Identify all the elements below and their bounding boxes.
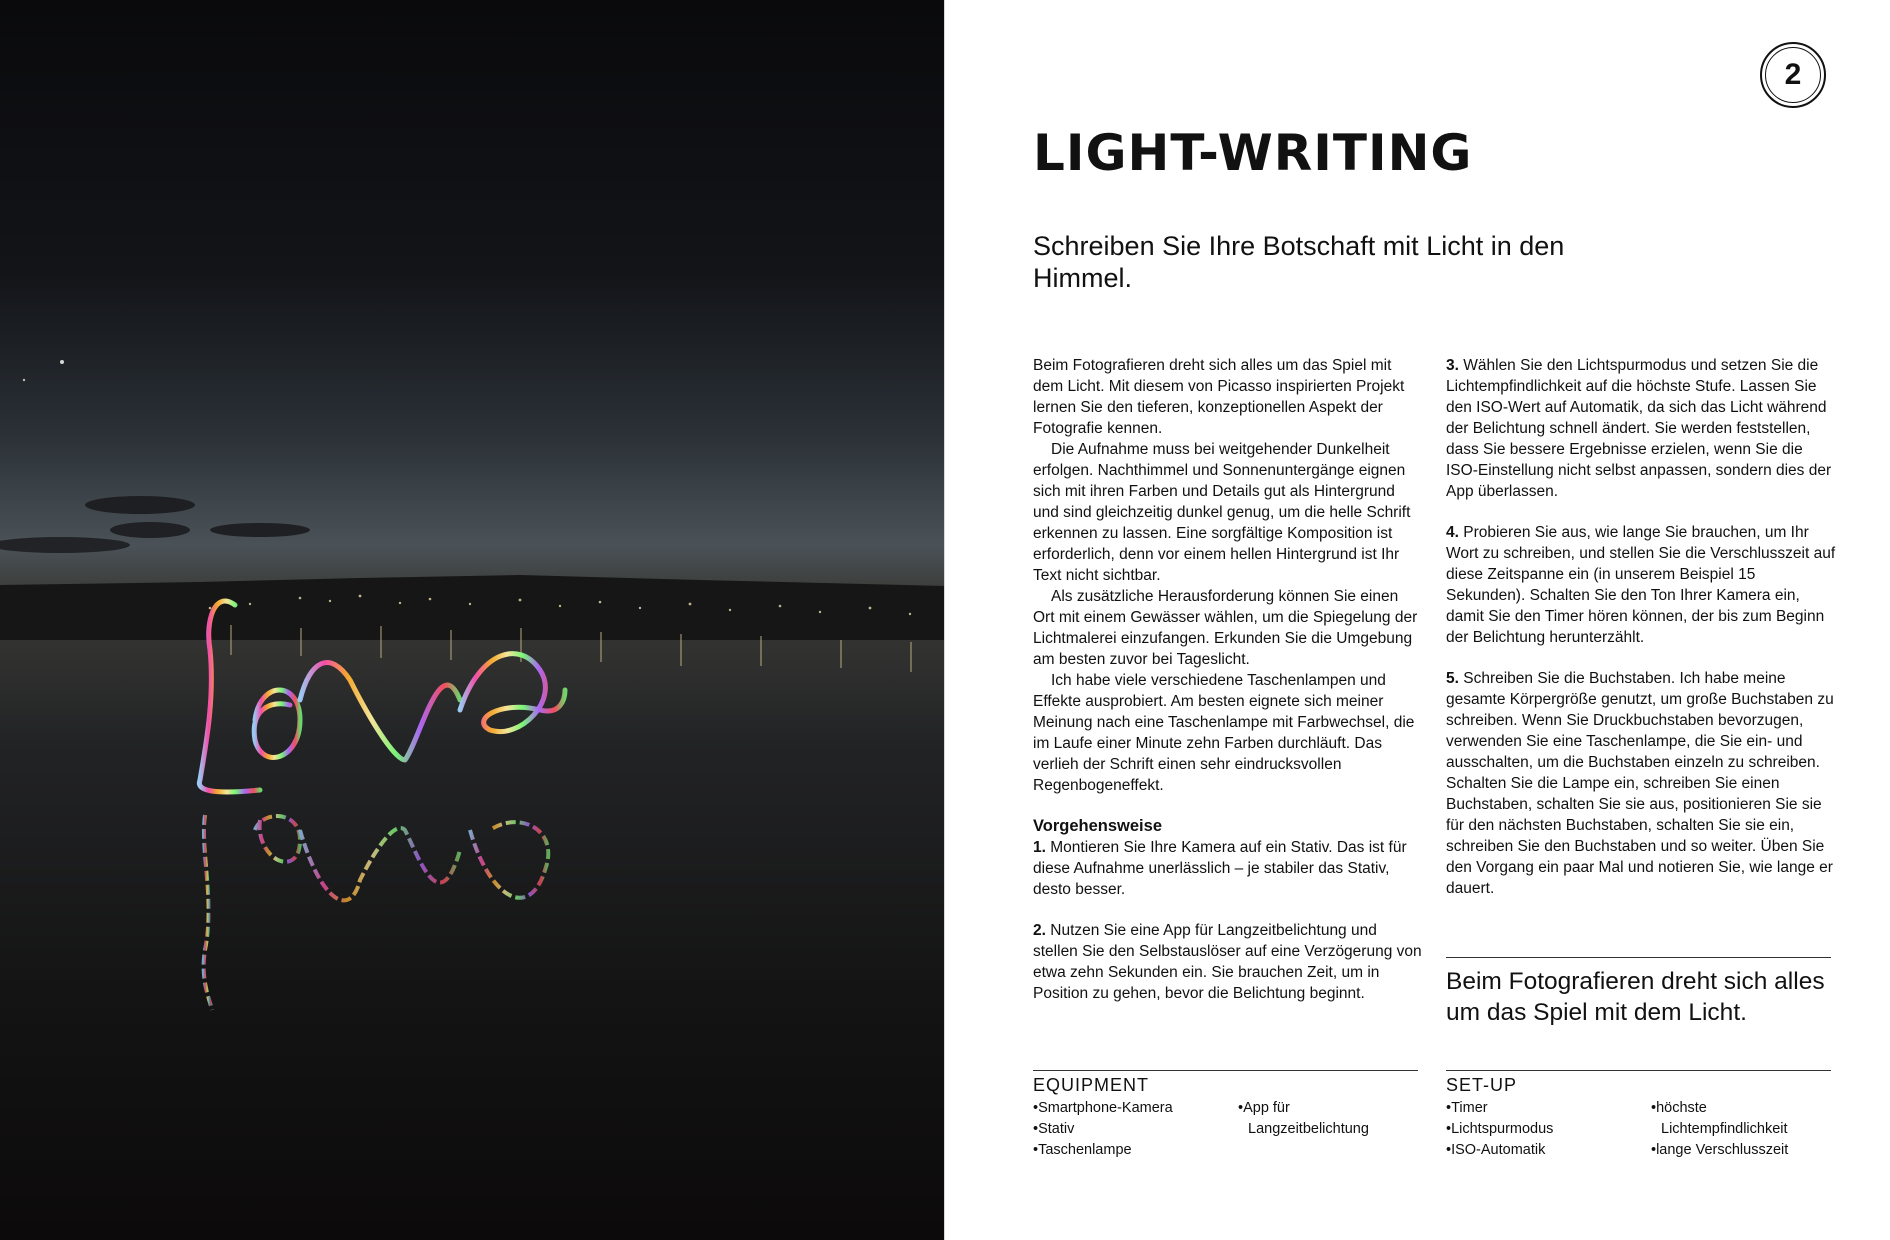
- list-item-text: App für: [1243, 1100, 1290, 1116]
- setup-list: [1446, 1098, 1651, 1161]
- list-item: • ISO-Automatik: [1446, 1140, 1651, 1161]
- paragraph: Ich habe viele verschiedene Taschenlampen und Effekte ausprobiert. Am besten eignete sich meiner Meinung nach eine Taschenlampe mit Farbwechsel, die im Laufe einer Minute zehn Farben durchläuft. Das verlieh der Schrift einen sehr eindrucksvollen Regenbogeneffekt.: [1033, 672, 1415, 794]
- step-number: 1.: [1033, 839, 1046, 856]
- step-text: Nutzen Sie eine App für Langzeitbelichtung und stellen Sie den Selbstauslöser auf eine Verzögerung von etwa zehn Sekunden ein. Sie brauchen Zeit, um in Position zu gehen, bevor die Belichtung beginnt.: [1033, 922, 1422, 1002]
- list-item: • Lichtspurmodus: [1446, 1119, 1651, 1140]
- setup-box: [1446, 1070, 1831, 1161]
- setup-heading: SET-UP: [1446, 1075, 1518, 1095]
- paragraph: Die Aufnahme muss bei weitgehender Dunkelheit erfolgen. Nachthimmel und Sonnenuntergänge eignen sich mit ihren Farben und Details gut als Hintergrund und sind gleichzeitig dunkel genug, um die helle Schrift erkennen zu lassen. Eine sorgfältige Komposition ist erforderlich, denn vor einem hellen Hintergrund ist Ihr Text nicht sichtbar.: [1033, 441, 1411, 584]
- page-title: LIGHT-WRITING: [1033, 124, 1473, 182]
- step-text: Schreiben Sie die Buchstaben. Ich habe meine gesamte Körpergröße genutzt, um große Buchstaben zu schreiben. Wenn Sie Druckbuchstaben bevorzugen, verwenden Sie eine Taschenlampe, die Sie ein- und ausschalten, um die Buchstaben einzeln zu schreiben. Schalten Sie die Lampe ein, schreiben Sie einen Buchstaben, schalten Sie sie aus, positionieren Sie sie für den nächsten Buchstaben, schalten Sie sie ein, schreiben Sie den Buchstaben und so weiter. Üben Sie den Vorgang ein paar Mal und notieren Sie, wie lange er dauert.: [1446, 670, 1834, 897]
- page-subtitle: Schreiben Sie Ihre Botschaft mit Licht in den Himmel.: [1033, 231, 1565, 293]
- section-heading: Vorgehensweise: [1033, 817, 1162, 835]
- step-1: [1033, 837, 1423, 900]
- setup-list: [1651, 1098, 1821, 1161]
- step-4: [1446, 522, 1836, 648]
- step-text: Probieren Sie aus, wie lange Sie brauchen, um Ihr Wort zu schreiben, und stellen Sie die Verschlusszeit auf diese Zeitspanne ein (in unserem Beispiel 15 Sekunden). Schalten Sie den Ton Ihrer Kamera ein, damit Sie den Timer hören können, der bis zum Beginn der Belichtung herunterzählt.: [1446, 524, 1836, 646]
- list-item-text: Lichtempfindlichkeit: [1661, 1121, 1788, 1137]
- list-item: [1651, 1098, 1821, 1140]
- step-text: Wählen Sie den Lichtspurmodus und setzen Sie die Lichtempfindlichkeit auf die höchste Stufe. Lassen Sie den ISO-Wert auf Automatik, da sich das Licht während der Belichtung schnell ändert. Sie werden feststellen, dass Sie bessere Ergebnisse erzielen, wenn Sie die ISO-Einstellung nicht selbst anpassen, sondern dies der App überlassen.: [1446, 357, 1832, 500]
- step-number: 5.: [1446, 670, 1459, 687]
- step-2: [1033, 920, 1423, 1004]
- list-item: • Timer: [1446, 1098, 1651, 1119]
- step-text: Montieren Sie Ihre Kamera auf ein Stativ. Das ist für diese Aufnahme unerlässlich – je stabiler das Stativ, desto besser.: [1033, 839, 1407, 898]
- text-column-1: [1033, 355, 1423, 1004]
- paragraph: Beim Fotografieren dreht sich alles um das Spiel mit dem Licht. Mit diesem von Picasso inspirierten Projekt lernen Sie den tieferen, konzeptionellen Aspekt der Fotografie kennen.: [1033, 357, 1405, 437]
- list-item: • Taschenlampe: [1033, 1140, 1238, 1161]
- list-item-text: Langzeitbelichtung: [1248, 1121, 1369, 1137]
- equipment-list: [1238, 1098, 1408, 1140]
- text-column-2: [1446, 355, 1836, 899]
- step-5: [1446, 668, 1836, 899]
- step-number: 3.: [1446, 357, 1459, 374]
- step-number: 2.: [1033, 922, 1046, 939]
- step-number: 4.: [1446, 524, 1459, 541]
- list-item: • Stativ: [1033, 1119, 1238, 1140]
- list-item: [1238, 1098, 1408, 1140]
- list-item: • Smartphone-Kamera: [1033, 1098, 1238, 1119]
- list-item-text: höchste: [1656, 1100, 1707, 1116]
- page-number-badge: [1760, 42, 1826, 108]
- step-3: [1446, 355, 1836, 502]
- light-writing-photo: [0, 0, 944, 1240]
- night-lake-photo-icon: [0, 0, 944, 1240]
- equipment-heading: EQUIPMENT: [1033, 1075, 1150, 1095]
- equipment-box: [1033, 1070, 1418, 1161]
- page-number: 2: [1784, 58, 1802, 91]
- paragraph: Als zusätzliche Herausforderung können Sie einen Ort mit einem Gewässer wählen, um die Spiegelung der Lichtmalerei einzufangen. Erkunden Sie die Umgebung am besten zuvor bei Tageslicht.: [1033, 588, 1418, 668]
- pull-quote: Beim Fotografieren dreht sich alles um das Spiel mit dem Licht.: [1446, 957, 1831, 1028]
- equipment-list: [1033, 1098, 1238, 1161]
- list-item: • lange Verschlusszeit: [1651, 1140, 1821, 1161]
